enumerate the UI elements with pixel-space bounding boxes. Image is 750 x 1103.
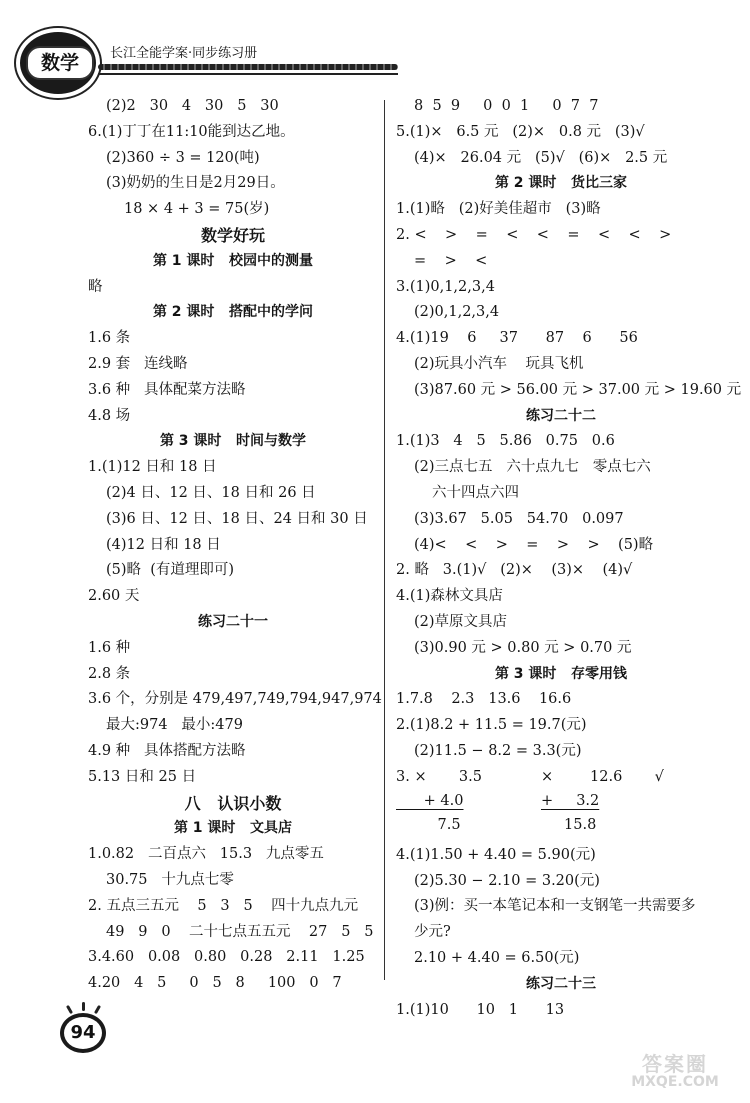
answer-line: = > < bbox=[414, 252, 488, 269]
answer-line: (4)12 日和 18 日 bbox=[106, 536, 221, 553]
exercise-heading: 练习二十二 bbox=[526, 407, 596, 424]
answer-line: 18 × 4 + 3 = 75(岁) bbox=[124, 201, 270, 218]
answer-line: 30.75 十九点七零 bbox=[106, 871, 234, 888]
header-decorative-rule bbox=[98, 64, 398, 70]
lesson-heading: 第 3 课时 时间与数学 bbox=[159, 433, 307, 450]
vertical-calc-b bbox=[541, 765, 721, 843]
answer-line: 4.(1)19 6 37 87 6 56 bbox=[396, 330, 638, 347]
answer-line: 4.(1)1.50 + 4.40 = 5.90(元) bbox=[396, 846, 596, 863]
header-underline bbox=[98, 73, 398, 75]
answer-line: 3.6 个，分别是 479,497,749,794,947,974 bbox=[88, 691, 382, 708]
answer-line: 1.(1)12 日和 18 日 bbox=[88, 459, 217, 476]
sparkle-icon bbox=[94, 1005, 101, 1014]
section-heading: 数学好玩 bbox=[200, 225, 265, 245]
watermark-brand: 答案圈 bbox=[642, 1052, 708, 1076]
answer-line: 3.(1)0,1,2,3,4 bbox=[396, 278, 495, 295]
answer-line: 1.(1)3 4 5 5.86 0.75 0.6 bbox=[396, 433, 615, 450]
answer-line: (2)玩具小汽车 玩具飞机 bbox=[414, 355, 584, 372]
answer-line: (3)3.67 5.05 54.70 0.097 bbox=[414, 510, 624, 527]
lesson-heading: 第 1 课时 校园中的测量 bbox=[152, 252, 314, 269]
answer-line: 4.20 4 5 0 5 8 100 0 7 bbox=[88, 975, 342, 992]
answer-line: (2)三点七五 六十点九七 零点七六 bbox=[414, 459, 651, 476]
subject-badge bbox=[20, 32, 96, 94]
answer-line: 8 5 9 0 0 1 0 7 7 bbox=[414, 98, 599, 114]
right-column bbox=[396, 94, 742, 1023]
answer-line: 最大:974 最小:479 bbox=[106, 717, 243, 734]
vertical-calc-a bbox=[396, 765, 541, 843]
sparkle-icon bbox=[82, 1002, 85, 1011]
unit-heading: 八 认识小数 bbox=[184, 793, 282, 813]
page-number-badge bbox=[56, 1005, 112, 1061]
answer-line: 2. 五点三五元 5 3 5 四十九点九元 bbox=[88, 897, 359, 914]
answer-line: (2)5.30 − 2.10 = 3.20(元) bbox=[414, 872, 600, 889]
calc-line: 15.8 bbox=[541, 816, 597, 833]
answer-line: 2.8 条 bbox=[88, 665, 131, 682]
answer-line: 1.7.8 2.3 13.6 16.6 bbox=[396, 691, 572, 708]
answer-line: 2. < > = < < = < < > bbox=[396, 226, 672, 243]
book-title: 长江全能学案·同步练习册 bbox=[110, 46, 258, 61]
vertical-calculations bbox=[396, 765, 726, 843]
answer-line: 49 9 0 二十七点五五元 27 5 5 bbox=[106, 923, 374, 940]
answer-line: 3.6 种 具体配菜方法略 bbox=[88, 381, 246, 398]
answer-line: 5.(1)× 6.5 元 (2)× 0.8 元 (3)√ bbox=[396, 123, 645, 140]
answer-line: (2)0,1,2,3,4 bbox=[414, 304, 500, 321]
answer-line: 3.4.60 0.08 0.80 0.28 2.11 1.25 bbox=[88, 949, 365, 966]
answer-line: 1.6 条 bbox=[88, 330, 131, 347]
lesson-heading: 第 1 课时 文具店 bbox=[173, 820, 293, 837]
lesson-heading: 第 3 课时 存零用钱 bbox=[494, 665, 628, 682]
calc-line: 3. × 3.5 bbox=[396, 768, 482, 785]
answer-line: 2. 略 3.(1)√ (2)× (3)× (4)√ bbox=[396, 562, 633, 579]
answer-line: (3)奶奶的生日是2月29日。 bbox=[106, 175, 285, 192]
answer-line: 2.9 套 连线略 bbox=[88, 355, 188, 372]
answer-line: 2.60 天 bbox=[88, 588, 140, 605]
answer-line: 少元? bbox=[414, 924, 451, 941]
answer-line: (4)< < > = > > (5)略 bbox=[414, 536, 654, 553]
calc-line: 7.5 bbox=[396, 816, 461, 833]
exercise-heading: 练习二十一 bbox=[198, 613, 268, 630]
answer-line: 2.10 + 4.40 = 6.50(元) bbox=[414, 949, 580, 966]
answer-line: (2)草原文具店 bbox=[414, 613, 508, 630]
answer-line: (4)× 26.04 元 (5)√ (6)× 2.5 元 bbox=[414, 149, 668, 166]
exercise-heading: 练习二十三 bbox=[526, 975, 596, 992]
lesson-heading: 第 2 课时 搭配中的学问 bbox=[152, 304, 314, 321]
answer-line: (2)360 ÷ 3 = 120(吨) bbox=[106, 149, 260, 166]
answer-line: 4.(1)森林文具店 bbox=[396, 588, 503, 605]
page-number-circle bbox=[60, 1013, 106, 1053]
answer-line: 1.(1)10 10 1 13 bbox=[396, 1001, 565, 1018]
answer-line: 1.(1)略 (2)好美佳超市 (3)略 bbox=[396, 201, 601, 218]
calc-line: + 3.2 bbox=[541, 792, 600, 809]
lesson-heading: 第 2 课时 货比三家 bbox=[494, 175, 628, 192]
sparkle-icon bbox=[66, 1005, 73, 1014]
answer-line: 略 bbox=[88, 278, 103, 295]
watermark-url: MXQE.COM bbox=[631, 1074, 719, 1090]
left-column bbox=[88, 94, 382, 997]
answer-line: 2.(1)8.2 + 11.5 = 19.7(元) bbox=[396, 717, 587, 734]
answer-line: (3)6 日、12 日、18 日、24 日和 30 日 bbox=[106, 510, 368, 527]
answer-line: (3)87.60 元 > 56.00 元 > 37.00 元 > 19.60 元 bbox=[414, 381, 742, 398]
subject-badge-label: 数学 bbox=[26, 46, 94, 80]
answer-line: 1.6 种 bbox=[88, 639, 131, 656]
answer-line: 5.13 日和 25 日 bbox=[88, 768, 197, 785]
answer-line: 1.0.82 二百点六 15.3 九点零五 bbox=[88, 846, 324, 863]
answer-line: 6.(1)丁丁在11:10能到达乙地。 bbox=[88, 123, 295, 140]
calc-line: × 12.6 √ bbox=[541, 768, 664, 785]
answer-line: (2)4 日、12 日、18 日和 26 日 bbox=[106, 484, 316, 501]
answer-line: 4.9 种 具体搭配方法略 bbox=[88, 742, 246, 759]
calc-line: + 4.0 bbox=[396, 792, 464, 809]
page-number: 94 bbox=[64, 1017, 102, 1049]
answer-line: 六十四点六四 bbox=[432, 484, 519, 501]
answer-line: (3)0.90 元 > 0.80 元 > 0.70 元 bbox=[414, 639, 632, 656]
column-divider bbox=[384, 100, 385, 980]
answer-line: (2)2 30 4 30 5 30 bbox=[106, 98, 279, 114]
answer-line: (3)例：买一本笔记本和一支钢笔一共需要多 bbox=[414, 898, 696, 915]
page-header bbox=[18, 30, 398, 100]
answer-line: (5)略 (有道理即可) bbox=[106, 562, 235, 579]
answer-line: (2)11.5 − 8.2 = 3.3(元) bbox=[414, 742, 582, 759]
answer-line: 4.8 场 bbox=[88, 407, 131, 424]
watermark bbox=[610, 1052, 740, 1097]
